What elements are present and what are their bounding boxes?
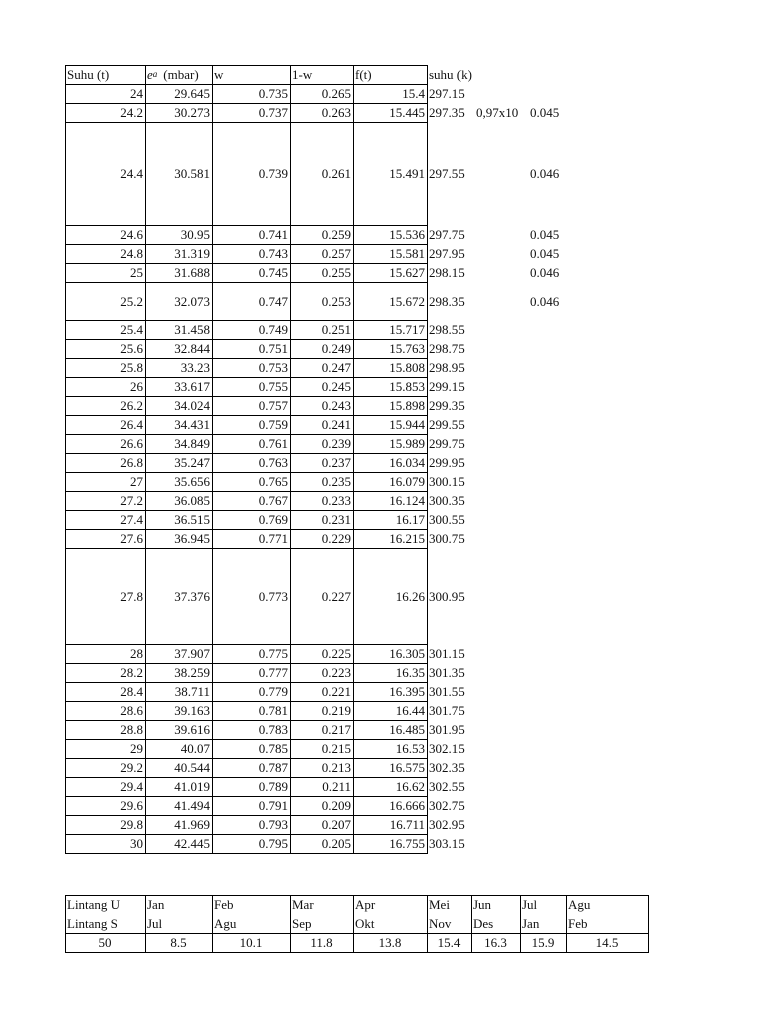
header-suhu-t: Suhu (t) <box>67 67 110 82</box>
extra-value-cell: 0.045 <box>530 246 560 261</box>
suhu-t-cell: 25.6 <box>120 341 143 356</box>
header-f-t: f(t) <box>355 67 372 82</box>
w-cell: 0.773 <box>258 588 288 604</box>
w-cell: 0.757 <box>258 398 288 413</box>
f-t-cell: 16.26 <box>395 588 425 604</box>
header-suhu-k: suhu (k) <box>429 67 472 82</box>
w-cell: 0.739 <box>258 166 288 181</box>
table1-row-border <box>65 244 428 245</box>
table1-column-border <box>145 65 146 854</box>
f-t-cell: 16.62 <box>395 779 425 794</box>
ea-cell: 30.95 <box>180 227 210 242</box>
suhu-t-cell: 27.8 <box>120 588 143 604</box>
table1-row-border <box>65 548 428 549</box>
table1-row-border <box>65 320 428 321</box>
suhu-t-cell: 25.2 <box>120 293 143 309</box>
latitude-value-cell: 15.4 <box>437 935 461 950</box>
suhu-k-cell: 303.15 <box>429 836 465 851</box>
table1-row-border <box>65 796 428 797</box>
f-t-cell: 15.763 <box>389 341 425 356</box>
one-minus-w-cell: 0.253 <box>321 293 351 309</box>
ea-cell: 34.024 <box>174 398 210 413</box>
one-minus-w-cell: 0.219 <box>321 703 351 718</box>
f-t-cell: 15.491 <box>389 166 425 181</box>
header-1-minus-w: 1-w <box>292 67 313 82</box>
suhu-k-cell: 302.95 <box>429 817 465 832</box>
month-s-cell: Feb <box>568 916 588 931</box>
w-cell: 0.763 <box>258 455 288 470</box>
one-minus-w-cell: 0.251 <box>321 322 351 337</box>
suhu-k-cell: 299.15 <box>429 379 465 394</box>
ea-cell: 33.23 <box>180 360 210 375</box>
month-u-cell: Mei <box>429 897 450 912</box>
f-t-cell: 16.17 <box>395 512 425 527</box>
table1-row-border <box>65 777 428 778</box>
f-t-cell: 16.079 <box>389 474 425 489</box>
table1-row-border <box>65 358 428 359</box>
suhu-k-cell: 301.35 <box>429 665 465 680</box>
suhu-t-cell: 28.6 <box>120 703 143 718</box>
month-u-cell: Lintang U <box>67 897 121 912</box>
latitude-value-cell: 15.9 <box>531 935 555 950</box>
f-t-cell: 16.575 <box>389 760 425 775</box>
one-minus-w-cell: 0.245 <box>321 379 351 394</box>
w-cell: 0.743 <box>258 246 288 261</box>
w-cell: 0.787 <box>258 760 288 775</box>
suhu-t-cell: 26.6 <box>120 436 143 451</box>
suhu-k-cell: 301.55 <box>429 684 465 699</box>
f-t-cell: 16.755 <box>389 836 425 851</box>
month-u-cell: Jan <box>147 897 165 912</box>
table1-row-border <box>65 263 428 264</box>
latitude-value-cell: 13.8 <box>378 935 402 950</box>
w-cell: 0.783 <box>258 722 288 737</box>
suhu-t-cell: 24.2 <box>120 105 143 120</box>
ea-cell: 35.656 <box>174 474 210 489</box>
f-t-cell: 16.44 <box>395 703 425 718</box>
table2-column-border <box>648 895 649 953</box>
w-cell: 0.745 <box>258 265 288 280</box>
extra-value-cell: 0.045 <box>530 227 560 242</box>
table1-row-border <box>65 122 428 123</box>
ea-cell: 41.019 <box>174 779 210 794</box>
f-t-cell: 15.808 <box>389 360 425 375</box>
f-t-cell: 15.536 <box>389 227 425 242</box>
ea-cell: 31.458 <box>174 322 210 337</box>
one-minus-w-cell: 0.227 <box>321 588 351 604</box>
suhu-t-cell: 29.2 <box>120 760 143 775</box>
header-ea-mbar <box>145 65 212 84</box>
f-t-cell: 15.944 <box>389 417 425 432</box>
ea-cell: 41.494 <box>174 798 210 813</box>
one-minus-w-cell: 0.231 <box>321 512 351 527</box>
table2-mid-border <box>65 933 649 934</box>
suhu-t-cell: 29.4 <box>120 779 143 794</box>
suhu-t-cell: 26.2 <box>120 398 143 413</box>
suhu-k-cell: 300.35 <box>429 493 465 508</box>
table1-column-border <box>65 65 66 854</box>
ea-cell: 31.688 <box>174 265 210 280</box>
suhu-t-cell: 28.2 <box>120 665 143 680</box>
suhu-k-cell: 302.55 <box>429 779 465 794</box>
f-t-cell: 15.581 <box>389 246 425 261</box>
suhu-t-cell: 26.8 <box>120 455 143 470</box>
extra-value-cell: 0.046 <box>530 265 560 280</box>
suhu-t-cell: 24 <box>130 86 143 101</box>
suhu-k-cell: 301.75 <box>429 703 465 718</box>
table1-row-border <box>65 491 428 492</box>
suhu-t-cell: 24.8 <box>120 246 143 261</box>
suhu-t-cell: 29 <box>130 741 143 756</box>
one-minus-w-cell: 0.247 <box>321 360 351 375</box>
table1-row-border <box>65 815 428 816</box>
suhu-t-cell: 27 <box>130 474 143 489</box>
suhu-k-cell: 298.15 <box>429 265 465 280</box>
suhu-t-cell: 27.2 <box>120 493 143 508</box>
ea-cell: 39.616 <box>174 722 210 737</box>
f-t-cell: 16.305 <box>389 646 425 661</box>
month-u-cell: Mar <box>292 897 314 912</box>
month-s-cell: Sep <box>292 916 312 931</box>
suhu-k-cell: 300.15 <box>429 474 465 489</box>
ea-cell: 32.073 <box>174 293 210 309</box>
f-t-cell: 15.445 <box>389 105 425 120</box>
table1-column-border <box>353 65 354 854</box>
suhu-k-cell: 297.75 <box>429 227 465 242</box>
suhu-t-cell: 30 <box>130 836 143 851</box>
month-u-cell: Jun <box>473 897 492 912</box>
ea-cell: 32.844 <box>174 341 210 356</box>
table2-column-border <box>290 895 291 953</box>
ea-cell: 29.645 <box>174 86 210 101</box>
f-t-cell: 15.4 <box>402 86 425 101</box>
suhu-t-cell: 29.8 <box>120 817 143 832</box>
w-cell: 0.775 <box>258 646 288 661</box>
w-cell: 0.769 <box>258 512 288 527</box>
ea-cell: 30.273 <box>174 105 210 120</box>
latitude-value-cell: 8.5 <box>170 935 187 950</box>
suhu-t-cell: 29.6 <box>120 798 143 813</box>
suhu-k-cell: 300.95 <box>429 588 465 604</box>
extra-value-cell: 0.045 <box>530 105 560 120</box>
suhu-k-cell: 297.15 <box>429 86 465 101</box>
one-minus-w-cell: 0.215 <box>321 741 351 756</box>
table1-row-border <box>65 663 428 664</box>
f-t-cell: 16.395 <box>389 684 425 699</box>
table1-row-border <box>65 225 428 226</box>
table2-top-border <box>65 895 649 896</box>
ea-cell: 34.849 <box>174 436 210 451</box>
note-cell: 0,97x10 <box>476 105 519 120</box>
latitude-value-cell: 16.3 <box>484 935 507 950</box>
w-cell: 0.747 <box>258 293 288 309</box>
w-cell: 0.789 <box>258 779 288 794</box>
w-cell: 0.767 <box>258 493 288 508</box>
ea-cell: 35.247 <box>174 455 210 470</box>
w-cell: 0.795 <box>258 836 288 851</box>
suhu-t-cell: 25 <box>130 265 143 280</box>
ea-cell: 36.945 <box>174 531 210 546</box>
one-minus-w-cell: 0.235 <box>321 474 351 489</box>
header-w: w <box>214 67 224 82</box>
suhu-k-cell: 302.15 <box>429 741 465 756</box>
f-t-cell: 16.485 <box>389 722 425 737</box>
suhu-k-cell: 298.35 <box>429 293 465 309</box>
w-cell: 0.771 <box>258 531 288 546</box>
table2-column-border <box>520 895 521 953</box>
one-minus-w-cell: 0.255 <box>321 265 351 280</box>
ea-cell: 40.544 <box>174 760 210 775</box>
table1-row-border <box>65 282 428 283</box>
table1-row-border <box>65 377 428 378</box>
f-t-cell: 15.717 <box>389 322 425 337</box>
one-minus-w-cell: 0.239 <box>321 436 351 451</box>
one-minus-w-cell: 0.229 <box>321 531 351 546</box>
suhu-k-cell: 300.55 <box>429 512 465 527</box>
w-cell: 0.781 <box>258 703 288 718</box>
f-t-cell: 16.124 <box>389 493 425 508</box>
table1-row-border <box>65 415 428 416</box>
table1-column-border <box>212 65 213 854</box>
one-minus-w-cell: 0.237 <box>321 455 351 470</box>
latitude-value-cell: 11.8 <box>310 935 333 950</box>
month-s-cell: Okt <box>355 916 375 931</box>
ea-cell: 33.617 <box>174 379 210 394</box>
month-u-cell: Jul <box>522 897 538 912</box>
suhu-k-cell: 302.75 <box>429 798 465 813</box>
f-t-cell: 16.35 <box>395 665 425 680</box>
table1-row-border <box>65 682 428 683</box>
table1-column-border <box>290 65 291 854</box>
w-cell: 0.749 <box>258 322 288 337</box>
latitude-value-cell: 10.1 <box>239 935 263 950</box>
ea-cell: 41.969 <box>174 817 210 832</box>
month-s-cell: Jan <box>522 916 540 931</box>
one-minus-w-cell: 0.263 <box>321 105 351 120</box>
extra-value-cell: 0.046 <box>530 166 560 181</box>
suhu-k-cell: 299.95 <box>429 455 465 470</box>
w-cell: 0.791 <box>258 798 288 813</box>
month-s-cell: Nov <box>429 916 452 931</box>
w-cell: 0.765 <box>258 474 288 489</box>
suhu-t-cell: 26.4 <box>120 417 143 432</box>
table2-column-border <box>145 895 146 953</box>
ea-cell: 36.515 <box>174 512 210 527</box>
table1-row-border <box>65 453 428 454</box>
table2-column-border <box>65 895 66 953</box>
f-t-cell: 16.215 <box>389 531 425 546</box>
month-u-cell: Feb <box>214 897 234 912</box>
table1-row-border <box>65 834 428 835</box>
month-u-cell: Agu <box>568 897 591 912</box>
table1-row-border <box>65 853 428 854</box>
table1-row-border <box>65 396 428 397</box>
f-t-cell: 15.627 <box>389 265 425 280</box>
f-t-cell: 15.672 <box>389 293 425 309</box>
table1-row-border <box>65 339 428 340</box>
w-cell: 0.779 <box>258 684 288 699</box>
suhu-k-cell: 297.35 <box>429 105 465 120</box>
one-minus-w-cell: 0.223 <box>321 665 351 680</box>
table1-row-border <box>65 758 428 759</box>
w-cell: 0.785 <box>258 741 288 756</box>
suhu-t-cell: 24.6 <box>120 227 143 242</box>
f-t-cell: 16.53 <box>395 741 425 756</box>
w-cell: 0.737 <box>258 105 288 120</box>
month-s-cell: Jul <box>147 916 163 931</box>
suhu-k-cell: 299.35 <box>429 398 465 413</box>
header-ea-symbol: e <box>147 67 153 82</box>
f-t-cell: 16.034 <box>389 455 425 470</box>
table1-row-border <box>65 701 428 702</box>
one-minus-w-cell: 0.205 <box>321 836 351 851</box>
suhu-k-cell: 297.55 <box>429 166 465 181</box>
w-cell: 0.741 <box>258 227 288 242</box>
table2-column-border <box>471 895 472 953</box>
ea-cell: 36.085 <box>174 493 210 508</box>
suhu-k-cell: 300.75 <box>429 531 465 546</box>
one-minus-w-cell: 0.217 <box>321 722 351 737</box>
table1-row-border <box>65 644 428 645</box>
ea-cell: 31.319 <box>174 246 210 261</box>
suhu-t-cell: 24.4 <box>120 166 143 181</box>
w-cell: 0.755 <box>258 379 288 394</box>
w-cell: 0.759 <box>258 417 288 432</box>
table2-column-border <box>566 895 567 953</box>
suhu-k-cell: 302.35 <box>429 760 465 775</box>
table1-row-border <box>65 472 428 473</box>
w-cell: 0.793 <box>258 817 288 832</box>
table1-row-border <box>65 103 428 104</box>
suhu-k-cell: 299.55 <box>429 417 465 432</box>
w-cell: 0.751 <box>258 341 288 356</box>
suhu-k-cell: 298.55 <box>429 322 465 337</box>
one-minus-w-cell: 0.265 <box>321 86 351 101</box>
suhu-k-cell: 298.75 <box>429 341 465 356</box>
one-minus-w-cell: 0.249 <box>321 341 351 356</box>
table1-row-border <box>65 434 428 435</box>
w-cell: 0.735 <box>258 86 288 101</box>
table1-header-border <box>65 84 428 85</box>
suhu-k-cell: 297.95 <box>429 246 465 261</box>
f-t-cell: 15.898 <box>389 398 425 413</box>
suhu-t-cell: 27.4 <box>120 512 143 527</box>
ea-cell: 37.907 <box>174 646 210 661</box>
f-t-cell: 15.989 <box>389 436 425 451</box>
suhu-t-cell: 28.4 <box>120 684 143 699</box>
ea-cell: 42.445 <box>174 836 210 851</box>
suhu-k-cell: 301.15 <box>429 646 465 661</box>
month-s-cell: Des <box>473 916 494 931</box>
one-minus-w-cell: 0.257 <box>321 246 351 261</box>
w-cell: 0.777 <box>258 665 288 680</box>
table1-top-border <box>65 65 428 66</box>
suhu-k-cell: 301.95 <box>429 722 465 737</box>
month-u-cell: Apr <box>355 897 376 912</box>
one-minus-w-cell: 0.213 <box>321 760 351 775</box>
one-minus-w-cell: 0.243 <box>321 398 351 413</box>
ea-cell: 40.07 <box>180 741 210 756</box>
header-ea-subscript: a <box>152 69 158 79</box>
table1-row-border <box>65 529 428 530</box>
suhu-k-cell: 298.95 <box>429 360 465 375</box>
suhu-t-cell: 25.8 <box>120 360 143 375</box>
f-t-cell: 16.666 <box>389 798 425 813</box>
latitude-value-cell: 50 <box>98 935 112 950</box>
table1-row-border <box>65 510 428 511</box>
one-minus-w-cell: 0.207 <box>321 817 351 832</box>
one-minus-w-cell: 0.261 <box>321 166 351 181</box>
w-cell: 0.761 <box>258 436 288 451</box>
table2-column-border <box>212 895 213 953</box>
one-minus-w-cell: 0.259 <box>321 227 351 242</box>
ea-cell: 30.581 <box>174 166 210 181</box>
w-cell: 0.753 <box>258 360 288 375</box>
one-minus-w-cell: 0.209 <box>321 798 351 813</box>
one-minus-w-cell: 0.221 <box>321 684 351 699</box>
one-minus-w-cell: 0.241 <box>321 417 351 432</box>
suhu-t-cell: 27.6 <box>120 531 143 546</box>
header-ea-unit: (mbar) <box>163 67 199 82</box>
table2-column-border <box>427 895 428 953</box>
one-minus-w-cell: 0.211 <box>322 779 351 794</box>
one-minus-w-cell: 0.233 <box>321 493 351 508</box>
ea-cell: 37.376 <box>174 588 210 604</box>
extra-value-cell: 0.046 <box>530 293 560 309</box>
latitude-value-cell: 14.5 <box>595 935 619 950</box>
ea-cell: 38.259 <box>174 665 210 680</box>
suhu-k-cell: 299.75 <box>429 436 465 451</box>
month-s-cell: Lintang S <box>67 916 118 931</box>
ea-cell: 38.711 <box>174 684 210 699</box>
suhu-t-cell: 25.4 <box>120 322 143 337</box>
table1-row-border <box>65 739 428 740</box>
f-t-cell: 15.853 <box>389 379 425 394</box>
suhu-t-cell: 28 <box>130 646 143 661</box>
ea-cell: 34.431 <box>174 417 210 432</box>
ea-cell: 39.163 <box>174 703 210 718</box>
table1-column-border <box>427 65 428 854</box>
suhu-t-cell: 28.8 <box>120 722 143 737</box>
suhu-t-cell: 26 <box>130 379 143 394</box>
one-minus-w-cell: 0.225 <box>321 646 351 661</box>
table2-column-border <box>353 895 354 953</box>
table2-bottom-border <box>65 952 649 953</box>
f-t-cell: 16.711 <box>389 817 425 832</box>
table1-row-border <box>65 720 428 721</box>
month-s-cell: Agu <box>214 916 237 931</box>
